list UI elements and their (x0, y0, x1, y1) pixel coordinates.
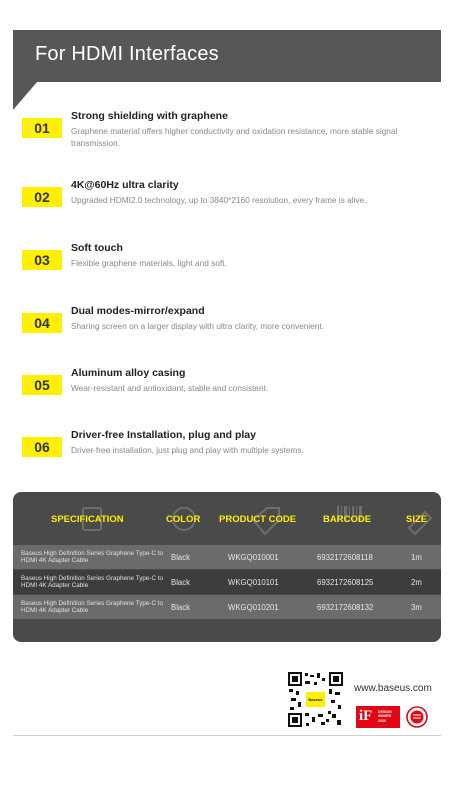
feature-description: Wear-resistant and antioxidant, stable and consistent. (71, 383, 269, 393)
feature-description: Sharing screen on a larger display with ultra clarity, more convenient. (71, 321, 325, 331)
feature-title: 4K@60Hz ultra clarity (71, 179, 179, 191)
feature-title: Driver-free Installation, plug and play (71, 429, 256, 441)
table-row (13, 595, 441, 619)
table-row (13, 570, 441, 594)
feature-number: 02 (22, 187, 62, 207)
footer-divider (13, 735, 441, 736)
feature-description: Upgraded HDMI2.0 technology, up to 3840*2160 resolution, every frame is alive. (71, 195, 367, 205)
cell-color: Black (171, 552, 191, 562)
header-barcode: BARCODE (323, 514, 372, 525)
cell-size: 1m (411, 552, 422, 562)
cell-product-code: WKGQ010201 (228, 602, 279, 612)
cell-size: 3m (411, 602, 422, 612)
cell-specification: Baseus High Definition Series Graphene Type-C to HDMI 4K Adapter Cable (21, 574, 163, 589)
cell-color: Black (171, 602, 191, 612)
header-specification: SPECIFICATION (51, 514, 124, 525)
header-size: SIZE (406, 514, 428, 525)
feature-item (22, 429, 432, 471)
cell-color: Black (171, 577, 191, 587)
feature-number: 06 (22, 437, 62, 457)
feature-number: 01 (22, 118, 62, 138)
header-banner (13, 30, 441, 82)
red-dot-award-icon (406, 706, 428, 728)
spec-table-header (13, 492, 441, 544)
feature-title: Strong shielding with graphene (71, 110, 228, 122)
header-product-code: PRODUCT CODE (219, 514, 297, 525)
cell-size: 2m (411, 577, 422, 587)
cell-specification: Baseus High Definition Series Graphene Type-C to HDMI 4K Adapter Cable (21, 549, 163, 564)
feature-description: Flexible graphene materials, light and soft. (71, 258, 227, 268)
website-link[interactable]: www.baseus.com (354, 683, 432, 694)
cell-product-code: WKGQ010001 (228, 552, 279, 562)
qr-code (288, 672, 343, 727)
feature-item (22, 242, 432, 284)
feature-item (22, 367, 432, 409)
feature-number: 04 (22, 313, 62, 333)
banner-notch (13, 82, 37, 110)
if-design-award-logo (356, 706, 400, 728)
spec-table (13, 492, 441, 642)
feature-description: Driver-free installation, just plug and play with multiple systems. (71, 445, 304, 455)
if-award-text: DESIGN AWARD 2020 (378, 710, 392, 723)
feature-description: Graphene material offers higher conductivity and oxidation resistance, more stable signal transmission. (71, 126, 398, 148)
feature-number: 05 (22, 375, 62, 395)
feature-item (22, 179, 432, 221)
feature-title: Soft touch (71, 242, 123, 254)
cell-product-code: WKGQ010101 (228, 577, 279, 587)
cell-barcode: 6932172608118 (317, 552, 373, 562)
feature-item (22, 110, 432, 152)
table-row (13, 545, 441, 569)
cell-barcode: 6932172608132 (317, 602, 374, 612)
cell-barcode: 6932172608125 (317, 577, 374, 587)
page-title: For HDMI Interfaces (35, 43, 219, 65)
cell-specification: Baseus High Definition Series Graphene Type-C to HDMI 4K Adapter Cable (21, 599, 163, 614)
header-color: COLOR (166, 514, 201, 525)
if-logo-letters: iF (359, 708, 373, 724)
feature-item (22, 305, 432, 347)
feature-title: Aluminum alloy casing (71, 367, 186, 379)
feature-number: 03 (22, 250, 62, 270)
qr-brand-logo: Baseus (306, 692, 325, 707)
feature-title: Dual modes-mirror/expand (71, 305, 205, 317)
